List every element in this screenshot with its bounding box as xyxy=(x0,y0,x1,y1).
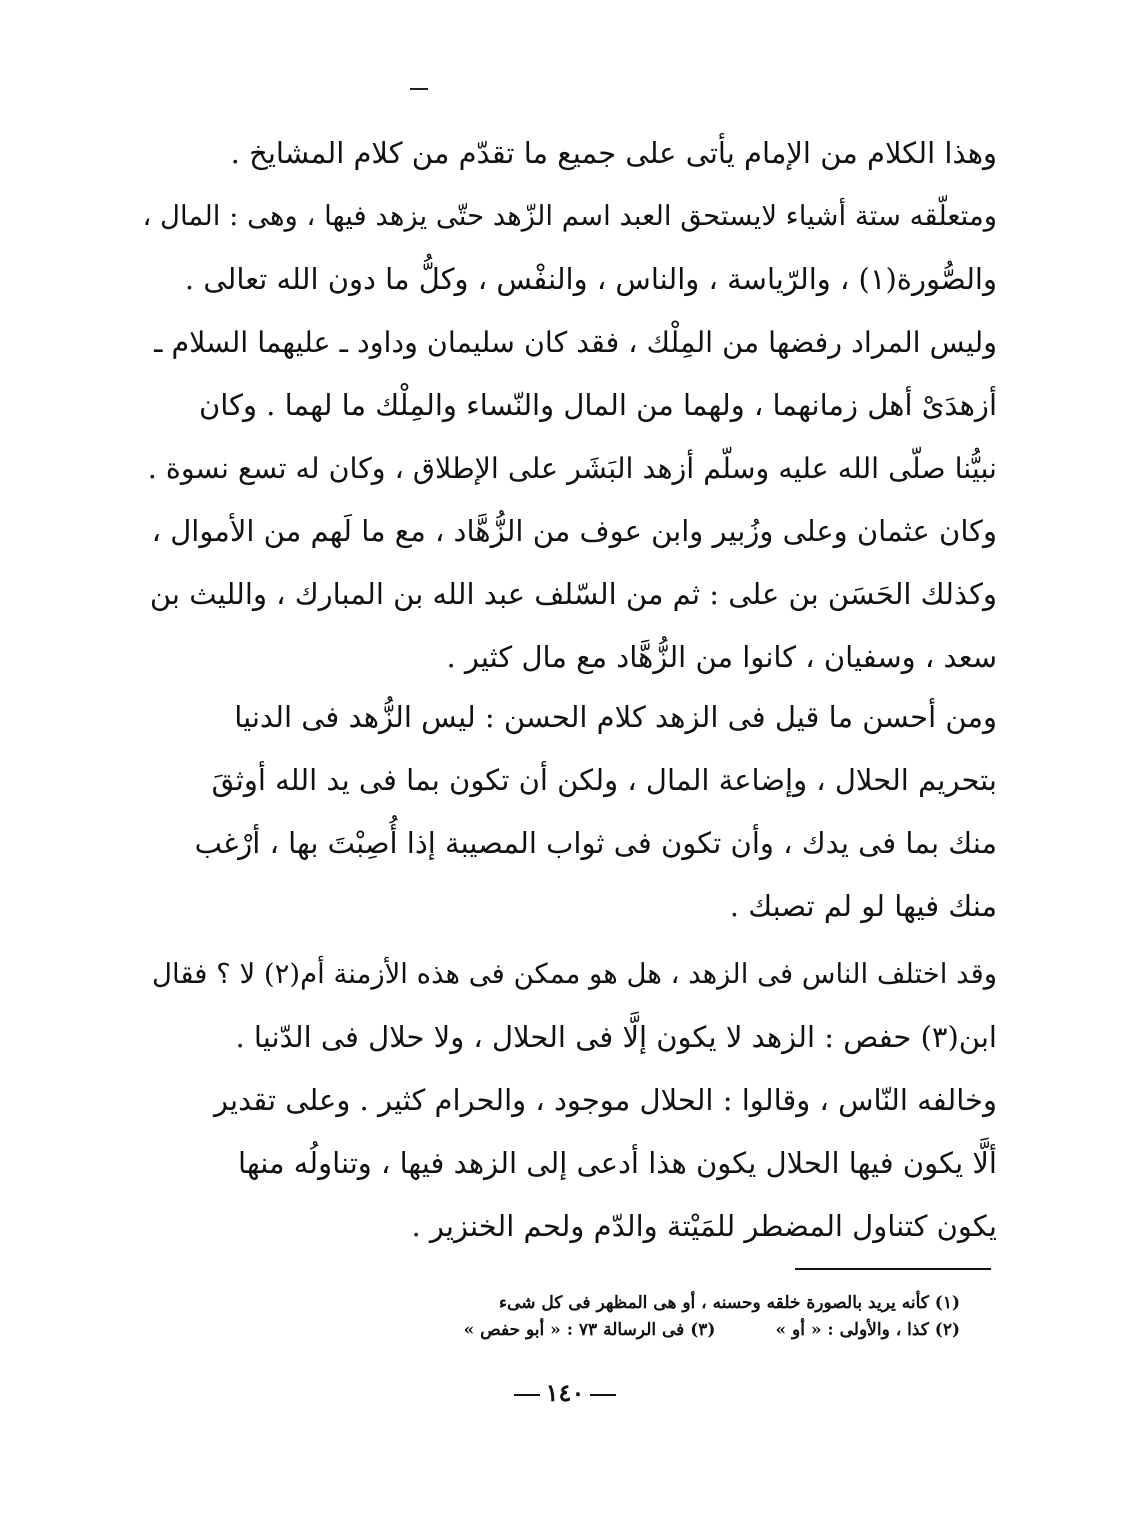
text-line: والصُّورة(١) ، والرّياسة ، والناس ، والنفْس ، وكلُّ ما دون الله تعالى . xyxy=(184,262,997,296)
text-line: وهذا الكلام من الإمام يأتى على جميع ما تقدّم من كلام المشايخ . xyxy=(230,136,997,170)
text-line: ومتعلّقه ستة أشياء لايستحق العبد اسم الزّهد حتّى يزهد فيها ، وهى : المال ، xyxy=(142,200,997,232)
text-line: يكون كتناول المضطر للمَيْتة والدّم ولحم الخنزير . xyxy=(411,1209,997,1243)
text-line: وكان عثمان وعلى وزُبير وابن عوف من الزُّهَّاد ، مع ما لَهم من الأموال ، xyxy=(151,514,997,548)
text-line: وخالفه النّاس ، وقالوا : الحلال موجود ، والحرام كثير . وعلى تقدير xyxy=(214,1083,997,1117)
text-line: منك فيها لو لم تصبك . xyxy=(729,889,997,923)
paragraph-2 xyxy=(142,686,997,938)
text-line: ابن(٣) حفص : الزهد لا يكون إلَّا فى الحلال ، ولا حلال فى الدّنيا . xyxy=(235,1020,997,1054)
footnote-2: (٢) كذا ، والأولى : « أو » xyxy=(775,1320,960,1340)
text-line: نبيُّنا صلّى الله عليه وسلّم أزهد البَشَر على الإطلاق ، وكان له تسع نسوة . xyxy=(147,452,997,485)
text-line: ألَّا يكون فيها الحلال يكون هذا أدعى إلى الزهد فيها ، وتناولُه منها xyxy=(238,1146,997,1180)
paragraph-3 xyxy=(142,943,997,1258)
text-line: أزهدَىْ أهل زمانهما ، ولهما من المال والنّساء والمِلْك ما لهما . وكان xyxy=(199,388,997,422)
footnote-3: (٣) فى الرسالة ٧٣ : « أبو حفص » xyxy=(463,1320,716,1340)
page-number-value: ١٤٠ xyxy=(545,1378,585,1407)
page-number-dash xyxy=(590,1394,616,1396)
page-number xyxy=(505,1378,625,1407)
text-line: وليس المراد رفضها من المِلْك ، فقد كان سليمان وداود ـ عليهما السلام ـ xyxy=(154,326,997,359)
text-line: منك بما فى يدك ، وأن تكون فى ثواب المصيبة إذا أُصِبْتَ بها ، أرْغب xyxy=(194,826,997,860)
footnote-1: (١) كأنه يريد بالصورة خلقه وحسنه ، أو هى المظهر فى كل شىء xyxy=(499,1293,960,1313)
paragraph-1 xyxy=(142,122,997,689)
text-line: وكذلك الحَسَن بن على : ثم من السّلف عبد الله بن المبارك ، والليث بن xyxy=(149,577,997,611)
text-line: بتحريم الحلال ، وإضاعة المال ، ولكن أن تكون بما فى يد الله أوثقَ xyxy=(211,763,997,797)
text-line: سعد ، وسفيان ، كانوا من الزُّهَّاد مع مال كثير . xyxy=(446,640,997,674)
page-number-dash xyxy=(514,1394,540,1396)
footnote-divider xyxy=(795,1268,991,1270)
footnote-line-2 xyxy=(170,1317,960,1344)
text-line: ومن أحسن ما قيل فى الزهد كلام الحسن : ليس الزُّهد فى الدنيا xyxy=(234,700,997,734)
top-dash-mark xyxy=(410,88,428,90)
text-line: وقد اختلف الناس فى الزهد ، هل هو ممكن فى هذه الأزمنة أم(٢) لا ؟ فقال xyxy=(151,958,997,990)
footnotes xyxy=(170,1290,960,1344)
